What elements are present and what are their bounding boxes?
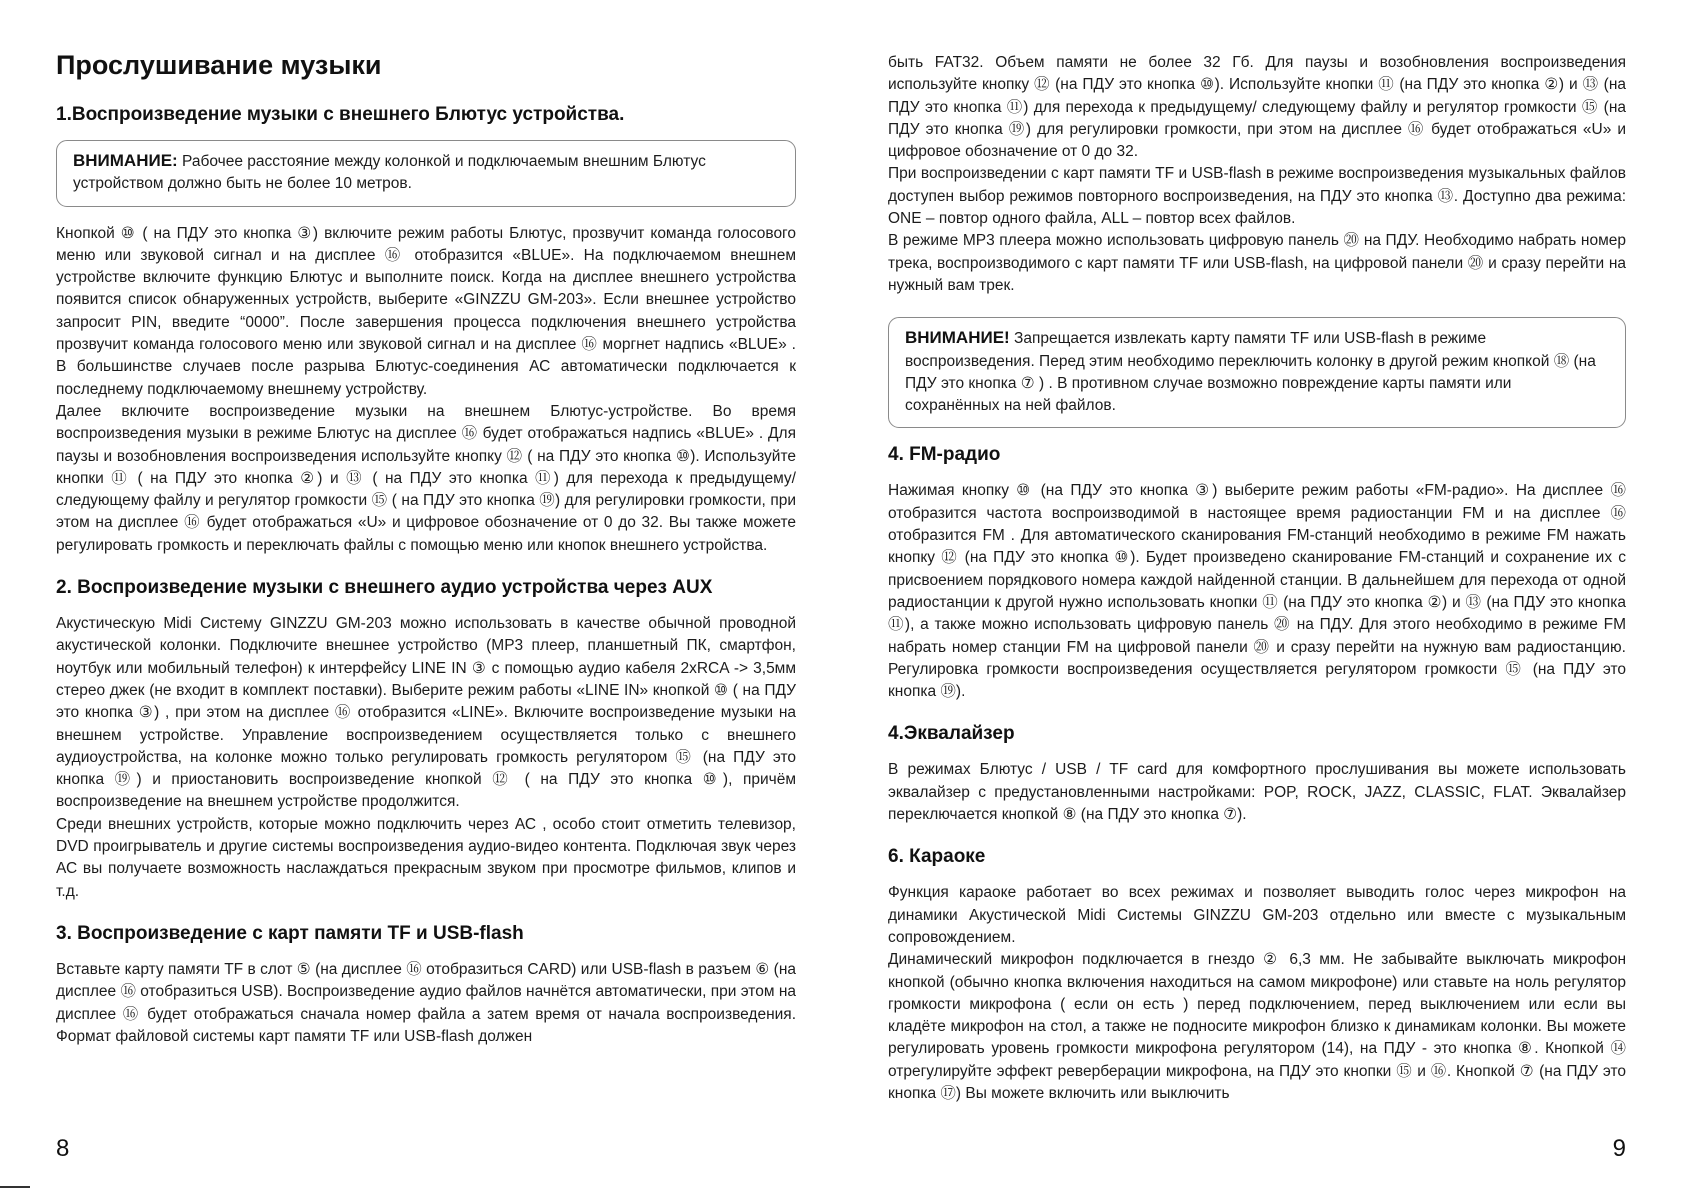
right-page xyxy=(888,0,1626,1192)
section-2-paragraph-2: Среди внешних устройств, которые можно подключить через АС , особо стоит отметить телевизор, DVD проигрыватель и другие системы воспроизведения аудио-видео контента. Подключая звук через АС вы получаете возможность наслаждаться прекрасным звуком при просмотре фильмов, клипов и т.д. xyxy=(56,815,796,900)
left-page-content xyxy=(56,104,796,1048)
section-3-paragraph-1: Вставьте карту памяти TF в слот ⑤ (на дисплее ⑯ отобразиться CARD) или USB-flash в разъем ⑥ (на дисплее ⑯ отобразиться USB). Воспроизведение аудио файлов начнётся автоматически, при этом на дисплее ⑯ будет отображаться сначала номер файла а затем время от начала воспроизведения. Формат файловой системы карт памяти TF или USB-flash должен xyxy=(56,960,796,1045)
equalizer-paragraph-1: В режимах Блютус / USB / TF card для комфортного прослушивания вы можете использовать эквалайзер с предустановленными настройками: POP, ROCK, JAZZ, CLASSIC, FLAT. Эквалайзер переключается кнопкой ⑧ (на ПДУ это кнопка ⑦). xyxy=(888,761,1626,824)
notice-text: Рабочее расстояние между колонкой и подключаемым внешним Блютус устройством должно быть не более 10 метров. xyxy=(73,153,706,193)
notice-body xyxy=(905,327,1609,417)
bluetooth-distance-notice xyxy=(56,140,796,207)
page-number: 8 xyxy=(56,1135,70,1162)
section-4-paragraph-1: Нажимая кнопку ⑩ (на ПДУ это кнопка ③) выберите режим работы «FM-радио». На дисплее ⑯ отобразится частота воспроизводимой в настоящее время радиостанции FM и на дисплее ⑯ отобразится FM . Для автоматического сканирования FM-станций необходимо в режиме FM нажать кнопку ⑫ (на ПДУ это кнопка ⑩). Будет произведено сканирование FM-станций и сохранение их с присвоением порядкового номера каждой найденной станции. В дальнейшем для перехода от одной радиостанции к другой нужно использовать кнопки ⑪ (на ПДУ это кнопка ②) и ⑬ (на ПДУ это кнопка ⑪), а также можно использовать цифровую панель ⑳ на ПДУ. Для этого необходимо в режиме FM набрать номер станции FM на цифровой панели ⑳ и сразу перейти на нужную вам радиостанцию. Регулировка громкости воспроизведения осуществляется регулятором громкости ⑮ (на ПДУ это кнопка ⑲). xyxy=(888,482,1626,701)
section-4-heading: 4. FM-радио xyxy=(888,444,1001,466)
right-page-content xyxy=(888,52,1626,1105)
page-title: Прослушивание музыки xyxy=(56,50,382,80)
section-spacer xyxy=(888,826,1626,846)
section-3-continued-paragraph-3: В режиме MP3 плеера можно использовать цифровую панель ⑳ на ПДУ. Необходимо набрать номер трека, воспроизводимого с карт памяти TF или USB-flash, на цифровой панели ⑳ и сразу перейти на нужный вам трек. xyxy=(888,232,1626,294)
section-spacer xyxy=(56,557,796,577)
section-1-paragraph-1: Кнопкой ⑩ ( на ПДУ это кнопка ③) включите режим работы Блютус, прозвучит команда голосового меню или звуковой сигнал и на дисплее ⑯ отобразится «BLUE». На подключаемом внешнем устройстве включите функцию Блютус и выполните поиск. Когда на дисплее внешнего устройства появится список обнаруженных устройств, выберите «GINZZU GM-203». Если внешнее устройство запросит PIN, введите “0000”. После завершения процесса подключения внешнего устройства прозвучит команда голосового меню или звуковой сигнал и на дисплее ⑯ моргнет надпись «BLUE» . В большинстве случаев после разрыва Блютус-соединения АС автоматически подключается к последнему подключаемому внешнему устройству. xyxy=(56,224,796,398)
notice-body xyxy=(73,150,779,196)
karaoke-heading: 6. Караоке xyxy=(888,846,986,868)
page-number: 9 xyxy=(1612,1135,1626,1162)
section-spacer xyxy=(888,703,1626,723)
section-3-continued-paragraph-1: быть FAT32. Объем памяти не более 32 Гб. Для паузы и возобновления воспроизведения используйте кнопку ⑫ (на ПДУ это кнопка ⑩). Используйте кнопки ⑪ (на ПДУ это кнопка ②) и ⑬ (на ПДУ это кнопка ⑪) для перехода к предыдущему/ следующему файлу и регулятор громкости ⑮ (на ПДУ это кнопка ⑲) для регулировки громкости, при этом на дисплее ⑯ будет отображаться «U» и цифровое обозначение от 0 до 32. xyxy=(888,54,1626,161)
section-spacer xyxy=(888,297,1626,317)
section-spacer xyxy=(56,903,796,923)
left-page xyxy=(56,0,796,1192)
notice-text: Запрещается извлекать карту памяти TF или USB-flash в режиме воспроизведения. Перед этим необходимо переключить колонку в другой режим кнопкой ⑱ (на ПДУ это кнопка ⑦ ) . В противном случае возможно повреждение карты памяти или сохранённых на ней файлов. xyxy=(905,330,1596,415)
equalizer-heading: 4.Эквалайзер xyxy=(888,723,1015,745)
karaoke-paragraph-1: Функция караоке работает во всех режимах и позволяет выводить голос через микрофон на динамики Акустической Midi Системы GINZZU GM-203 отдельно или вместе с музыкальным сопровождением. xyxy=(888,884,1626,946)
section-3-heading: 3. Воспроизведение с карт памяти TF и USB-flash xyxy=(56,922,524,944)
crop-mark xyxy=(0,1186,30,1188)
notice-label: ВНИМАНИЕ: xyxy=(73,151,178,170)
section-3-continued-paragraph-2: При воспроизведении с карт памяти TF и USB-flash в режиме воспроизведения музыкальных файлов доступен выбор режимов повторного воспроизведения, на ПДУ это кнопка ⑬. Доступно два режима: ONE – повтор одного файла, ALL – повтор всех файлов. xyxy=(888,165,1626,228)
section-1-heading: 1.Воспроизведение музыки с внешнего Блютус устройства. xyxy=(56,104,625,125)
card-removal-notice xyxy=(888,317,1626,428)
notice-label: ВНИМАНИЕ! xyxy=(905,328,1010,348)
section-1-paragraph-2: Далее включите воспроизведение музыки на внешнем Блютус-устройстве. Во время воспроизведения музыки в режиме Блютус на дисплее ⑯ будет отображаться надпись «BLUE» . Для паузы и возобновления воспроизведения используйте кнопку ⑫ ( на ПДУ это кнопка ⑩). Используйте кнопки ⑪ ( на ПДУ это кнопка ②) и ⑬ ( на ПДУ это кнопка ⑪) для перехода к предыдущему/ следующему файлу и регулятор громкости ⑮ ( на ПДУ это кнопка ⑲) для регулировки громкости, при этом на дисплее ⑯ будет отображаться «U» и цифровое обозначение от 0 до 32. Вы также можете регулировать громкость и переключать файлы с помощью меню или кнопок внешнего устройства. xyxy=(56,402,796,554)
section-2-heading: 2. Воспроизведение музыки с внешнего аудио устройства через AUX xyxy=(56,577,713,599)
karaoke-paragraph-2: Динамический микрофон подключается в гнездо ② 6,3 мм. Не забывайте выключать микрофон кнопкой (обычно кнопка включения находиться на самом микрофоне) или ставьте на ноль регулятор громкости микрофона ( если он есть ) перед подключением, перед выключением или если вы кладёте микрофон на стол, а также не подносите микрофон близко к динамикам колонки. Вы можете регулировать уровень громкости микрофона регулятором (14), на ПДУ - это кнопка ⑧. Кнопкой ⑭ отрегулируйте эффект реверберации микрофона, на ПДУ это кнопки ⑮ и ⑯. Кнопкой ⑦ (на ПДУ это кнопка ⑰) Вы можете включить или выключить xyxy=(888,951,1626,1102)
section-2-paragraph-1: Акустическую Midi Систему GINZZU GM-203 можно использовать в качестве обычной проводной акустической колонки. Подключите внешнее устройство (MP3 плеер, планшетный ПК, смартфон, ноутбук или мобильный телефон) к интерфейсу LINE IN ③ с помощью аудио кабеля 2xRCA -> 3,5мм стерео джек (не входит в комплект поставки). Выберите режим работы «LINE IN» кнопкой ⑩ ( на ПДУ это кнопка ③) , при этом на дисплее ⑯ отобразится «LINE». Включите воспроизведение музыки на внешнем устройстве. Управление воспроизведением осуществляется только с внешнего аудиоустройства, на колонке можно только регулировать громкость регулятором ⑮ (на ПДУ это кнопка ⑲) и приостановить воспроизведение кнопкой ⑫ ( на ПДУ это кнопка ⑩), причём воспроизведение на внешнем устройстве продолжится. xyxy=(56,615,796,811)
